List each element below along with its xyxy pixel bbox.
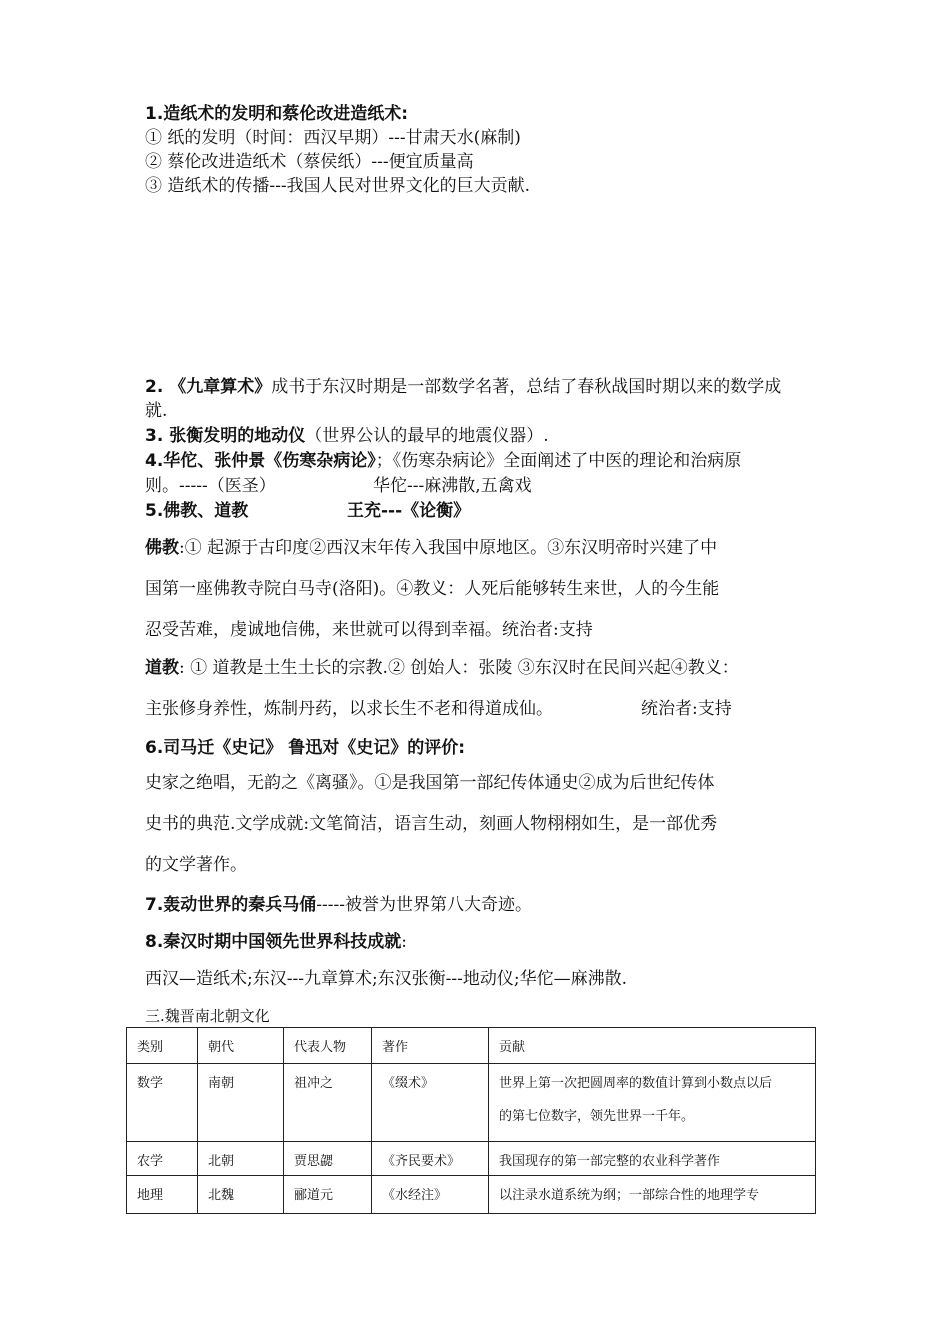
buddhism-label: 佛教 [145,538,179,558]
table-cell: 祖冲之 [284,1064,372,1142]
section-3-line [145,425,549,447]
section-4-text: ；《伤寒杂病论》全面阐述了中医的理论和治病原 [375,451,742,471]
section-5-subtitle: 王充---《论衡》 [347,501,471,521]
section-4-bold: 4.华佗、张仲景《伤寒杂病论》 [145,451,376,471]
section-5-title: 5.佛教、道教 [145,501,249,521]
table-cell: 《齐民要术》 [372,1142,489,1176]
table-cell: 数学 [127,1064,198,1142]
table-cell-line: 世界上第一次把圆周率的数值计算到小数点以后 [499,1076,773,1091]
section-7-line [145,894,532,916]
table-header-cell: 朝代 [198,1028,284,1064]
section-3-text: （世界公认的最早的地震仪器）. [305,426,549,446]
table-row [127,1064,816,1142]
taoism-text-1: : ① 道教是土生土长的宗教.② 创始人：张陵 ③东汉时在民间兴起④教义： [179,658,739,678]
table-cell: 南朝 [198,1064,284,1142]
taoism-line-2b: 统治者:支持 [641,699,732,719]
table-cell: 贾思勰 [284,1142,372,1176]
section-6-line-2: 史书的典范.文学成就:文笔简洁，语言生动，刻画人物栩栩如生，是一部优秀 [145,814,718,834]
table-header-cell: 类别 [127,1028,198,1064]
taoism-line-1 [145,657,739,679]
table-cell: 北朝 [198,1142,284,1176]
section-2-line [145,376,781,398]
section-2-bold: 《九章算术》 [169,377,272,397]
table-cell: 我国现存的第一部完整的农业科学著作 [489,1142,816,1176]
section-8-bold: 8.秦汉时期中国领先世界科技成就 [145,932,402,952]
section-7-bold: 7.轰动世界的秦兵马俑 [145,895,317,915]
table-header-cell: 贡献 [489,1028,816,1064]
section-6-line-1: 史家之绝唱，无韵之《离骚》。①是我国第一部纪传体通史②成为后世纪传体 [145,773,715,793]
section-4-continuation-2: 华佗---麻沸散,五禽戏 [373,476,532,496]
buddhism-line-1 [145,537,717,559]
table-header-cell: 代表人物 [284,1028,372,1064]
buddhism-line-2: 国第一座佛教寺院白马寺(洛阳)。④教义：人死后能够转生来世，人的今生能 [145,579,720,599]
table-cell: 以注录水道系统为纲；一部综合性的地理学专 [489,1176,816,1214]
section-4-continuation-1: 则。-----（医圣） [145,476,276,496]
section-8-title [145,931,407,953]
section-7-text: -----被誉为世界第八大奇迹。 [316,895,533,915]
section-2-number: 2. [145,377,170,397]
table-cell: 《水经注》 [372,1176,489,1214]
culture-table [126,1027,816,1214]
section-1-line-2: ② 蔡伦改进造纸术（蔡侯纸）---便宜质量高 [145,152,474,172]
section-1-line-3: ③ 造纸术的传播---我国人民对世界文化的巨大贡献. [145,176,531,196]
table-cell-line: 的第七位数字，领先世界一千年。 [499,1109,695,1124]
table-cell: 农学 [127,1142,198,1176]
section-2-text: 成书于东汉时期是一部数学名著，总结了春秋战国时期以来的数学成 [271,377,782,397]
table-row [127,1176,816,1214]
section-2-continuation: 就. [145,401,168,421]
table-row [127,1142,816,1176]
section-6-line-3: 的文学著作。 [145,855,247,875]
taoism-line-2a: 主张修身养性，炼制丹药，以求长生不老和得道成仙。 [145,699,553,719]
section-6-title: 6.司马迁《史记》 鲁迅对《史记》的评价: [145,738,466,758]
table-cell [489,1064,816,1142]
section-8-line-1: 西汉—造纸术;东汉---九章算术;东汉张衡---地动仪;华佗—麻沸散. [145,969,628,989]
table-cell: 北魏 [198,1176,284,1214]
table-cell: 地理 [127,1176,198,1214]
buddhism-text-1: :① 起源于古印度②西汉末年传入我国中原地区。③东汉明帝时兴建了中 [179,538,718,558]
table-header-row [127,1028,816,1064]
buddhism-line-3: 忍受苦难，虔诚地信佛，来世就可以得到幸福。统治者:支持 [145,620,593,640]
section-3-bold: 3. 张衡发明的地动仪 [145,426,306,446]
section-4-line [145,450,741,472]
table-cell: 郦道元 [284,1176,372,1214]
section-1-line-1: ① 纸的发明（时间：西汉早期）---甘肃天水(麻制) [145,128,521,148]
section-1-title: 1.造纸术的发明和蔡伦改进造纸术: [145,104,409,124]
section-8-colon: : [401,932,408,952]
taoism-label: 道教 [145,658,179,678]
table-header-cell: 著作 [372,1028,489,1064]
table-caption: 三.魏晋南北朝文化 [145,1007,270,1025]
table-cell: 《缀术》 [372,1064,489,1142]
